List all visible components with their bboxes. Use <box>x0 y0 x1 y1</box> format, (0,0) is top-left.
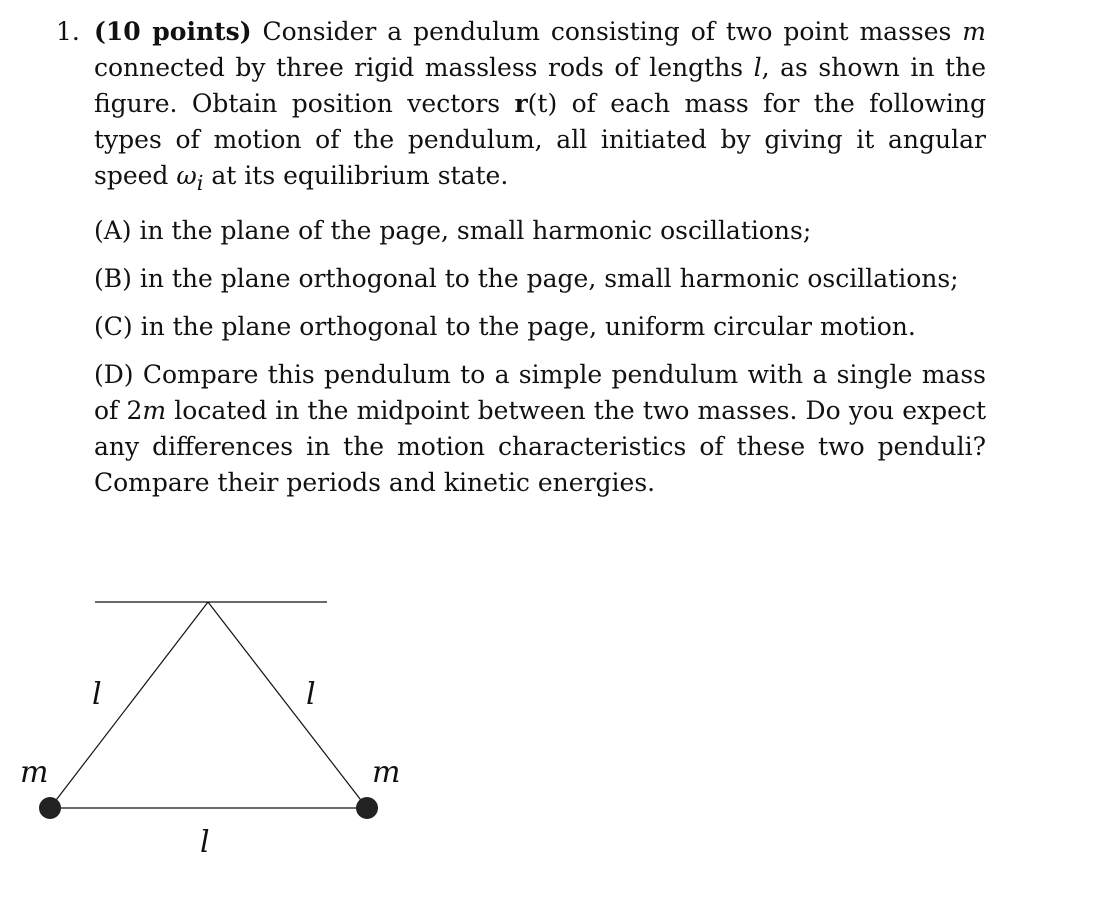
position-vector-symbol: r <box>514 89 528 118</box>
intro-text-2: connected by three rigid massless rods of lengths <box>94 53 754 82</box>
pendulum-figure <box>0 560 460 880</box>
right-mass <box>356 797 378 819</box>
left-mass-label: m <box>20 755 49 790</box>
part-c: (C) in the plane orthogonal to the page, uniform circular motion. <box>94 312 916 341</box>
part-d-mass-symbol: m <box>142 396 167 425</box>
left-rod <box>50 602 208 808</box>
problem-number: 1. <box>56 17 80 46</box>
right-rod <box>208 602 367 808</box>
right-rod-label: l <box>306 677 316 712</box>
part-d <box>94 357 986 501</box>
problem-parts <box>94 213 986 501</box>
bottom-rod-label: l <box>200 825 210 860</box>
omega-subscript: i <box>196 171 204 195</box>
left-mass <box>39 797 61 819</box>
points-label: (10 points) <box>94 17 252 46</box>
mass-symbol: m <box>962 17 986 46</box>
problem-intro <box>94 14 986 201</box>
part-d-text-2: located in the midpoint between the two masses. Do you expect any differences in the motion characteristics of these two penduli? Compare their periods and kinetic energies. <box>94 396 986 497</box>
part-b: (B) in the plane orthogonal to the page, small harmonic oscillations; <box>94 264 959 293</box>
intro-text-4: of each mass for the following types of motion of the pendulum, all initiated by giving it angular speed <box>94 89 986 190</box>
omega-symbol: ω <box>176 161 197 190</box>
position-vector-arg: (t) <box>527 89 558 118</box>
problem-statement <box>56 14 986 513</box>
part-d-text-1: (D) Compare this pendulum to a simple pendulum with a single mass of 2 <box>94 360 986 425</box>
left-rod-label: l <box>92 677 102 712</box>
length-symbol: l <box>753 53 762 82</box>
intro-text-3: , as shown in the figure. Obtain position vectors <box>94 53 986 118</box>
right-mass-label: m <box>372 755 401 790</box>
intro-text-1: Consider a pendulum consisting of two point masses <box>251 17 963 46</box>
intro-text-5: at its equilibrium state. <box>203 161 509 190</box>
part-a: (A) in the plane of the page, small harmonic oscillations; <box>94 216 812 245</box>
